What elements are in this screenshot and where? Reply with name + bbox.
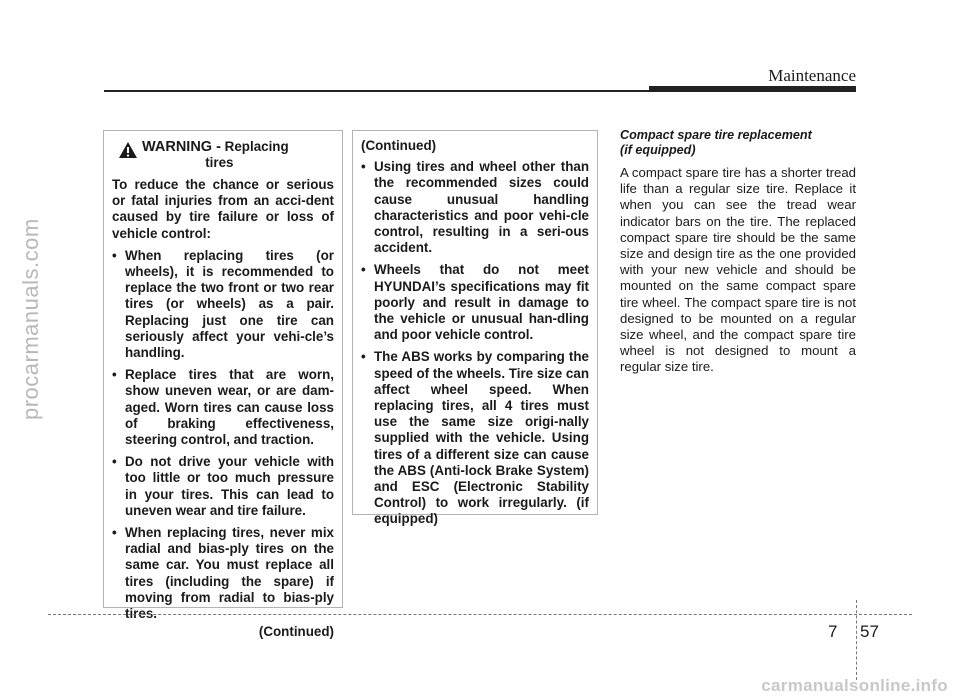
warning-box: [103, 130, 343, 640]
bullet-icon: •: [112, 367, 117, 383]
spare-tire-body: A compact spare tire has a shorter tread life than a regular size tire. Replace it when you can see the tread wear indicator bars on the tire. The replaced compact spare tire should be the same size and design tire as the one provided with your new vehicle and should be mounted on the same compact spare tire wheel. The compact spare tire is not designed to be mounted on a regular size wheel, and the compact spare tire wheel is not designed to mount a regular size tire.: [620, 165, 856, 375]
warning-header: [112, 139, 334, 171]
spare-tire-heading-line2: (if equipped): [620, 142, 696, 157]
footer-dashed-divider: [856, 600, 857, 680]
chapter-number: 7: [828, 622, 838, 641]
bullet-icon: •: [361, 262, 366, 278]
bullet-text: The ABS works by comparing the speed of the wheels. Tire size can affect wheel speed. When replacing tires, all 4 tires must use the same size origi-nally supplied with the vehicle. Using tires of a different size can cause the ABS (Anti-lock Brake System) and ESC (Electronic Stability Control) to work irregularly. (if equipped): [374, 349, 589, 527]
list-item: [112, 454, 334, 519]
bullet-icon: •: [112, 247, 117, 263]
spare-tire-heading-line1: Compact spare tire replacement: [620, 128, 812, 142]
warning-label: WARNING -: [142, 139, 221, 155]
page-number: 57: [860, 622, 879, 641]
warning-title-line1: Replacing: [224, 139, 289, 154]
side-watermark: procarmanuals.com: [18, 218, 43, 420]
continued-heading: (Continued): [361, 138, 437, 153]
bullet-text: Do not drive your vehicle with too little or too much pressure in your tires. This can lead to uneven wear and tire failure.: [125, 454, 334, 518]
continued-box: [352, 130, 598, 527]
list-item: [361, 262, 589, 343]
spare-tire-heading: [620, 128, 856, 157]
footer-dashed-rule: [48, 614, 912, 615]
list-item: [112, 248, 334, 361]
continued-bullet-list: [361, 159, 589, 527]
bottom-watermark: carmanualsonline.info: [761, 676, 948, 695]
bullet-icon: •: [112, 525, 117, 541]
bullet-text: Wheels that do not meet HYUNDAI’s specifications may fit poorly and result in damage to the vehicle or unusual han-dling and poor vehicle control.: [374, 262, 589, 343]
bullet-text: Replace tires that are worn, show uneven wear, or are dam-aged. Worn tires can cause loss of braking effectiveness, steering control, and traction.: [125, 367, 334, 448]
list-item: [361, 349, 589, 527]
header-rule-thick: [649, 86, 856, 92]
bullet-icon: •: [361, 349, 366, 365]
warning-title: [142, 139, 289, 171]
section-title: Maintenance: [768, 66, 856, 85]
bullet-icon: •: [361, 159, 366, 175]
bullet-text: Using tires and wheel other than the recommended sizes could cause unusual handling characteristics and poor vehi-cle control, resulting in a seri-ous accident.: [374, 159, 589, 256]
header-rule-thin: [104, 90, 649, 92]
spare-tire-section: [620, 128, 856, 376]
warning-title-line2: tires: [205, 155, 234, 170]
warning-triangle-icon: [118, 141, 138, 159]
bullet-icon: •: [112, 454, 117, 470]
warning-intro: To reduce the chance or serious or fatal injuries from an acci-dent caused by tire failure or loss of vehicle control:: [112, 177, 334, 241]
bullet-text: When replacing tires (or wheels), it is recommended to replace the two front or two rear tires (or wheels) as a pair. Replacing just one tire can seriously affect your vehi-cle’s handling.: [125, 247, 334, 361]
warning-bullet-list: [112, 248, 334, 622]
continued-label: (Continued): [258, 624, 334, 640]
list-item: [112, 525, 334, 622]
list-item: [112, 367, 334, 448]
bullet-text: When replacing tires, never mix radial and bias-ply tires on the same car. You must replace all tires (including the spare) if moving from radial to bias-ply tires.: [125, 525, 334, 622]
list-item: [361, 159, 589, 256]
